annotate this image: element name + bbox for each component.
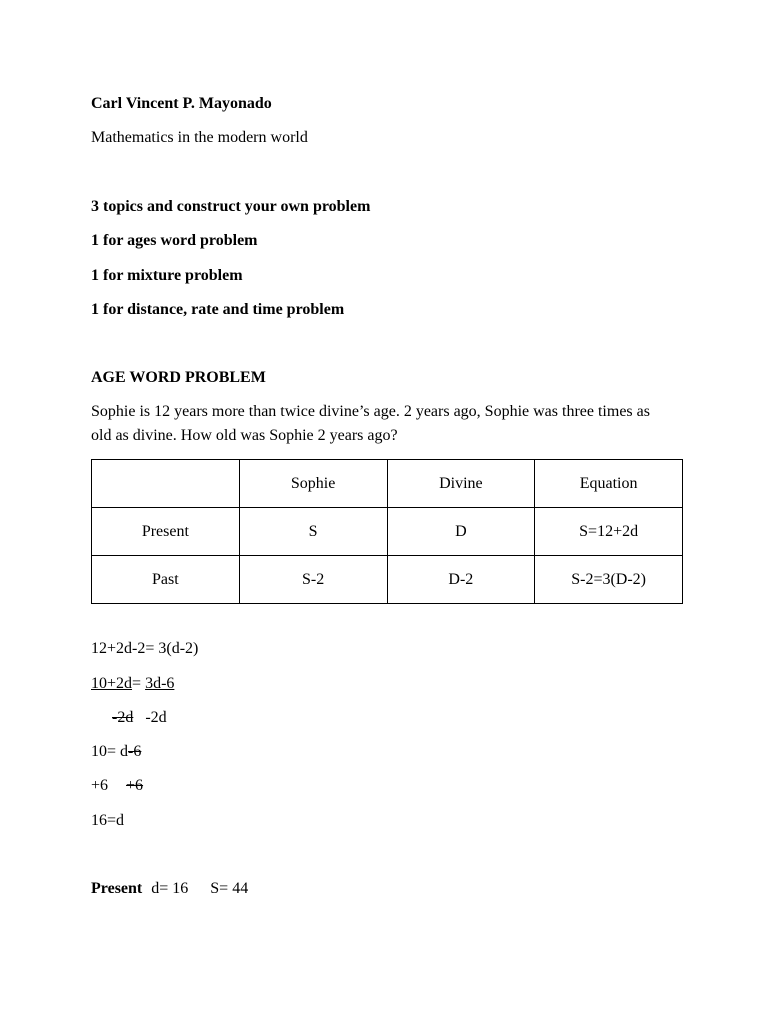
table-header-cell [92,460,240,508]
instruction-line: 1 for distance, rate and time problem [91,301,345,318]
work-term-cancelled: +6 [126,777,144,794]
result-s-value: S= 44 [210,880,249,897]
work-term: -2d [145,709,167,726]
table-cell: D [387,508,535,556]
work-term: 10= d [91,743,129,760]
table-row [92,508,683,556]
table-cell: S-2=3(D-2) [535,556,683,604]
table-cell: S [239,508,387,556]
work-term: = [132,675,146,692]
table-header-row [92,460,683,508]
problem-statement: Sophie is 12 years more than twice divine’s age. 2 years ago, Sophie was three times as old as divine. How old was Sophie 2 years ago? [91,403,650,444]
work-step [112,708,167,728]
work-term: +6 [91,777,109,794]
course-title: Mathematics in the modern world [91,129,308,146]
table-header-cell: Equation [535,460,683,508]
work-step: 16=d [91,812,125,829]
work-term-cancelled: 2d [116,675,133,692]
table-header-cell: Sophie [239,460,387,508]
author-name: Carl Vincent P. Mayonado [91,95,272,112]
table-cell: S=12+2d [535,508,683,556]
instruction-line: 3 topics and construct your own problem [91,198,371,215]
instruction-line: 1 for mixture problem [91,267,243,284]
work-term-cancelled: -2d [112,709,134,726]
instruction-line: 1 for ages word problem [91,232,258,249]
section-heading: AGE WORD PROBLEM [91,369,266,386]
work-term: 3d-6 [145,675,175,692]
table-cell: Present [92,508,240,556]
work-step [91,674,174,694]
age-table [91,459,683,604]
result-line [91,879,248,899]
work-step [91,776,143,796]
table-cell: D-2 [387,556,535,604]
table-header-cell: Divine [387,460,535,508]
result-d-value: d= 16 [151,880,189,897]
result-label: Present [91,880,143,897]
work-step [91,742,141,762]
table-row [92,556,683,604]
work-step: 12+2d-2= 3(d-2) [91,640,199,657]
work-term: 10+ [91,675,117,692]
table-cell: Past [92,556,240,604]
table-cell: S-2 [239,556,387,604]
work-term-cancelled: -6 [128,743,142,760]
